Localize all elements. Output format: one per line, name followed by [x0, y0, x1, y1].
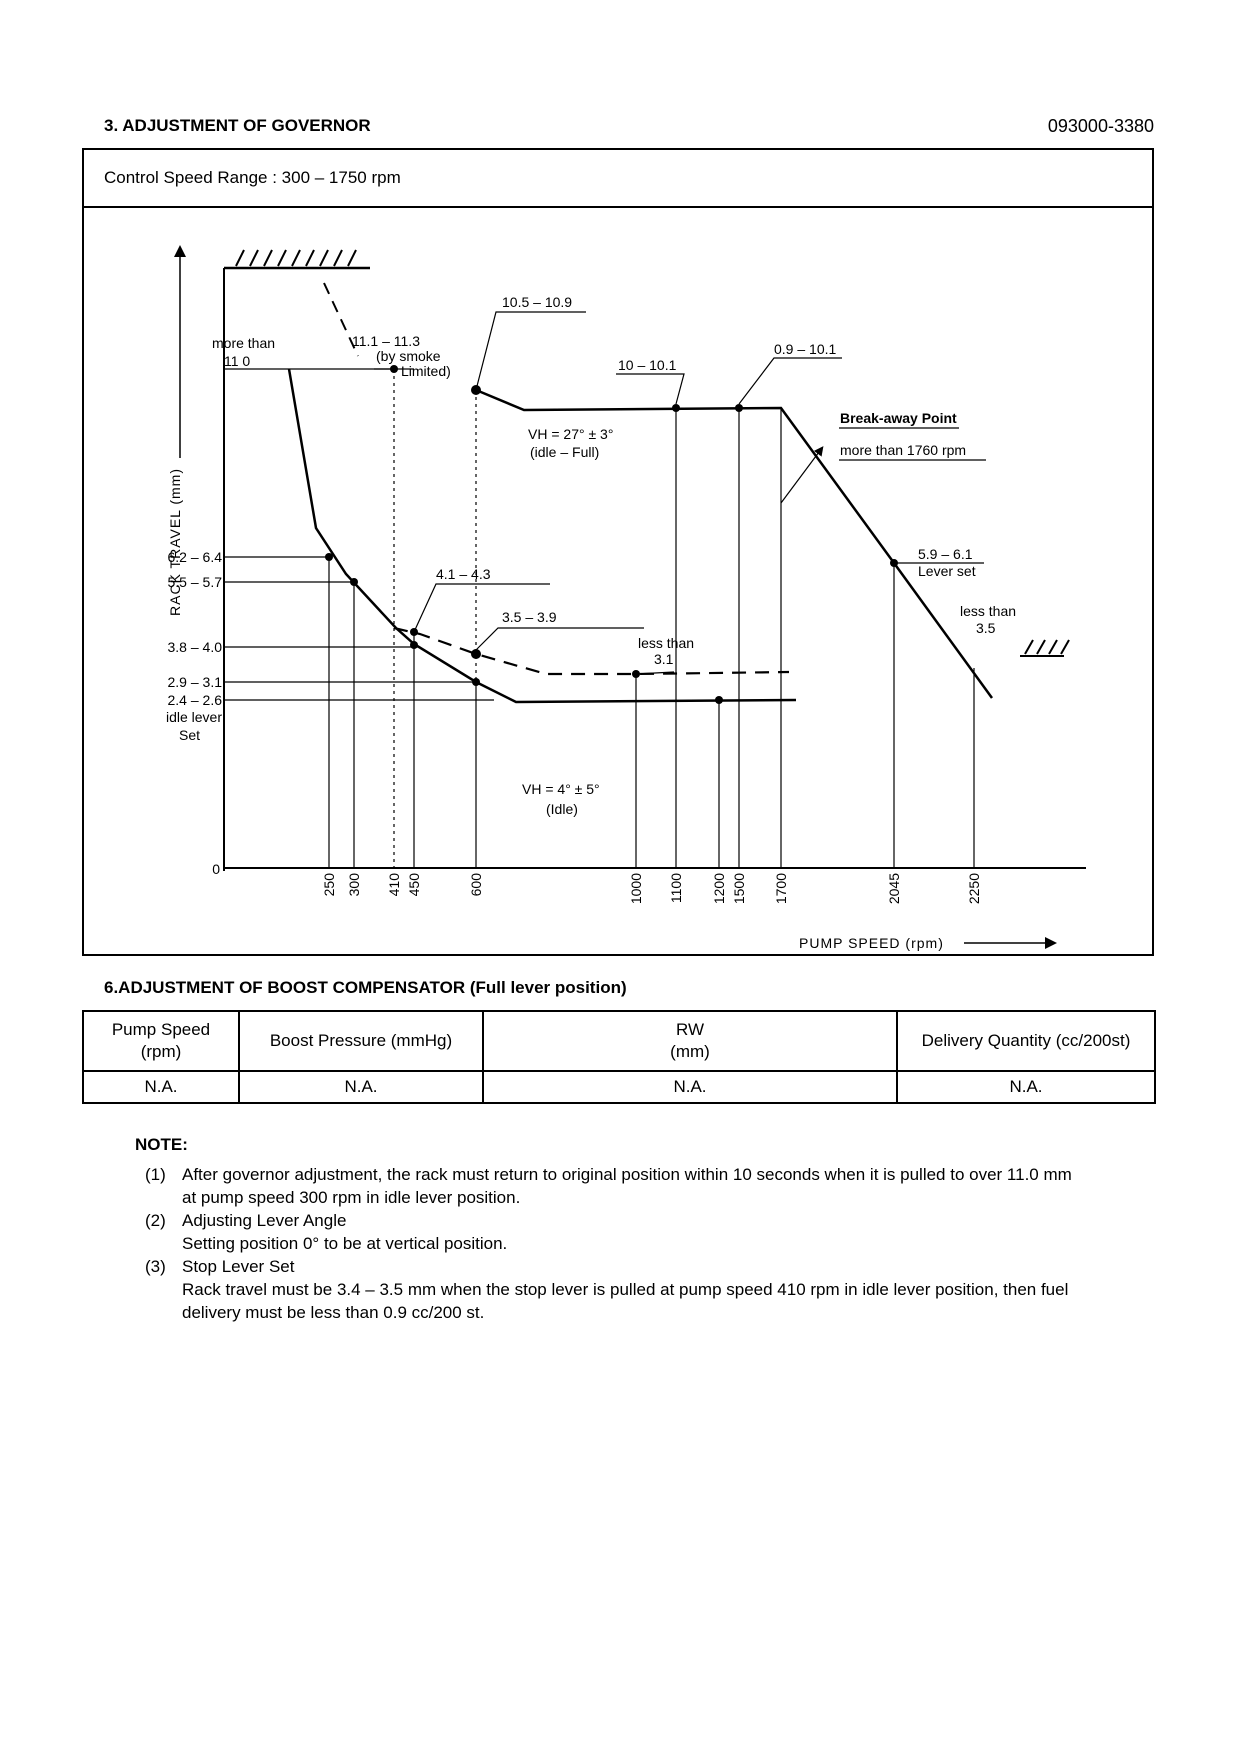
x-axis-label: PUMP SPEED (rpm): [799, 935, 944, 951]
point-450-3.9: [410, 641, 418, 649]
table-cell: N.A.: [483, 1071, 897, 1103]
annotation: less than: [638, 635, 695, 651]
annotation: Limited): [401, 363, 451, 379]
x-tick-label: 2250: [966, 873, 982, 905]
annotation: 11 0: [224, 353, 251, 369]
annotation: less than: [960, 603, 1017, 619]
control-speed-range-row: [84, 150, 1152, 208]
table-cell: N.A.: [239, 1071, 483, 1103]
leader-10: [616, 374, 684, 404]
x-tick-label: 1100: [668, 873, 684, 904]
x-tick-label: 1500: [731, 873, 747, 905]
upper-stop-hatch: [236, 250, 356, 266]
table-row: [83, 1071, 1155, 1103]
point-250-6.3: [325, 553, 333, 561]
point-1200-2.5: [715, 696, 723, 704]
column-header: Delivery Quantity (cc/200st): [897, 1011, 1155, 1071]
leader-breakaway: [781, 448, 822, 503]
note-number: (3): [145, 1257, 166, 1276]
table-cell: N.A.: [897, 1071, 1155, 1103]
annotation: 5.9 – 6.1: [918, 546, 973, 562]
lower-stop-hatch: [1025, 640, 1069, 654]
note-text: Rack travel must be 3.4 – 3.5 mm when the stop lever is pulled at pump speed 410 rpm in idle lever position, then fuel: [182, 1280, 1069, 1299]
governor-chart: [84, 208, 1152, 954]
leader-0.9: [739, 358, 842, 404]
y-tick-label: 2.9 – 3.1: [167, 674, 222, 690]
control-speed-range: Control Speed Range : 300 – 1750 rpm: [104, 168, 401, 187]
annotation: 11.1 – 11.3: [352, 333, 420, 349]
leader-10.5: [476, 312, 586, 390]
point-600-3.7: [471, 649, 481, 659]
annotation: Break-away Point: [840, 410, 957, 426]
boost-section-title: 6.ADJUSTMENT OF BOOST COMPENSATOR (Full lever position): [104, 978, 627, 997]
note-title: NOTE:: [135, 1135, 188, 1154]
note-text: at pump speed 300 rpm in idle lever position.: [182, 1188, 521, 1207]
curve-points: [325, 365, 898, 704]
note-text: After governor adjustment, the rack must return to original position within 10 seconds when it is pulled to over 11.0 mm: [182, 1165, 1072, 1184]
y-tick-label: Set: [178, 727, 200, 743]
annotation: more than 1760 rpm: [840, 442, 967, 458]
annotation: 3.5 – 3.9: [502, 609, 557, 625]
x-axis-label-group: [799, 935, 1054, 951]
point-1100-10.05: [672, 404, 680, 412]
x-tick-label: 2045: [886, 873, 902, 905]
section-title: 3. ADJUSTMENT OF GOVERNOR: [104, 116, 371, 135]
table-header-row: [83, 1011, 1155, 1071]
table-cell: N.A.: [83, 1071, 239, 1103]
y-tick-label: 6.2 – 6.4: [167, 549, 222, 565]
y-tick-label: 3.8 – 4.0: [167, 639, 222, 655]
x-tick-label: 1000: [628, 873, 644, 905]
annotation: Lever set: [918, 563, 976, 579]
note-text: delivery must be less than 0.9 cc/200 st.: [182, 1303, 485, 1322]
leader-3.5: [476, 628, 644, 650]
note-text: Stop Lever Set: [182, 1257, 295, 1276]
note-text: Adjusting Lever Angle: [182, 1211, 347, 1230]
x-tick-label: 600: [468, 873, 484, 897]
note-number: (1): [145, 1165, 166, 1184]
point-1500-10.0: [735, 404, 743, 412]
note-text: Setting position 0° to be at vertical position.: [182, 1234, 508, 1253]
annotation: 10.5 – 10.9: [502, 294, 573, 310]
annotation: (by smoke: [376, 348, 441, 364]
document-code: 093000-3380: [1047, 116, 1154, 136]
annotation: more than: [212, 335, 276, 351]
x-tick-label: 1200: [711, 873, 727, 905]
annotation: (Idle): [546, 801, 578, 817]
note-number: (2): [145, 1211, 166, 1230]
annotation: 4.1 – 4.3: [436, 566, 491, 582]
annotation: (idle – Full): [530, 444, 600, 460]
y-axis-label: RACK TRAVEL (mm): [167, 468, 183, 616]
x-tick-label: 450: [406, 873, 422, 897]
y-tick-label: 5.5 – 5.7: [167, 574, 222, 590]
point-600-3.0: [472, 678, 480, 686]
x-tick-labels: [321, 873, 982, 904]
column-header: RW (mm): [483, 1011, 897, 1071]
x-tick-label: 410: [386, 873, 402, 897]
x-tick-label: 1700: [773, 873, 789, 905]
column-header: Pump Speed (rpm): [83, 1011, 239, 1071]
boost-table: [82, 1010, 1156, 1104]
y-tick-label: 2.4 – 2.6: [167, 692, 222, 708]
governor-chart-box: [82, 148, 1154, 956]
x-tick-label: 250: [321, 873, 337, 897]
annotation: 10 – 10.1: [618, 357, 677, 373]
column-header: Boost Pressure (mmHg): [239, 1011, 483, 1071]
y-tick-label: 0: [212, 861, 220, 877]
x-tick-label: 300: [346, 873, 362, 897]
point-300-5.6: [350, 578, 358, 586]
annotation: 3.1: [654, 651, 674, 667]
annotation: VH = 27° ± 3°: [528, 426, 614, 442]
idle-curve: [289, 369, 796, 702]
annotation: 0.9 – 10.1: [774, 341, 837, 357]
annotation: 3.5: [976, 620, 996, 636]
y-tick-label: idle lever: [165, 709, 222, 725]
annotation: VH = 4° ± 5°: [522, 781, 600, 797]
